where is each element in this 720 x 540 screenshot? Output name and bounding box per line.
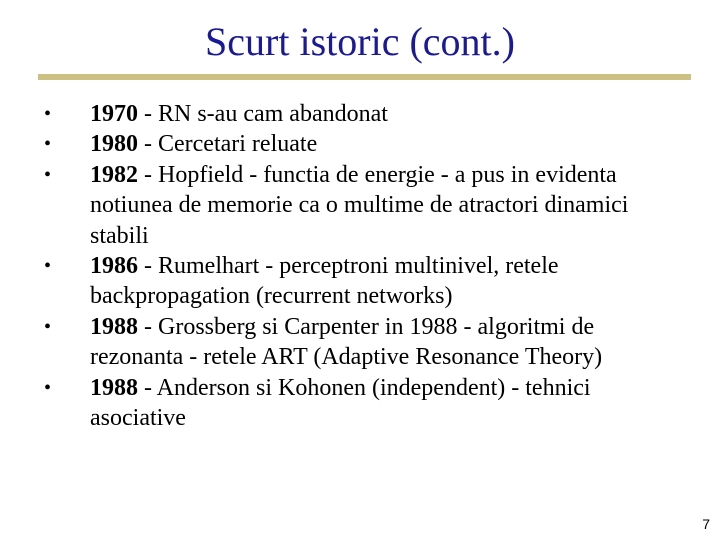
bullet-marker: • — [44, 255, 52, 278]
bullet-marker: • — [44, 315, 52, 338]
list-item — [0, 251, 720, 312]
item-text: - RN s-au cam abandonat — [138, 101, 388, 127]
item-text: - Hopfield - functia de energie - a pus in evidenta notiunea de memorie ca o multime de atractori dinamici stabili — [90, 161, 629, 249]
list-item — [0, 373, 720, 434]
item-year: 1986 — [90, 253, 138, 280]
title-divider — [38, 74, 691, 80]
bullet-list — [0, 99, 720, 433]
page-number: 7 — [702, 516, 710, 532]
bullet-marker: • — [44, 376, 52, 399]
item-year: 1970 — [90, 101, 138, 127]
item-year: 1988 — [90, 374, 138, 401]
bullet-marker: • — [44, 163, 52, 186]
list-item — [0, 129, 720, 159]
item-text: - Anderson si Kohonen (independent) - tehnici asociative — [90, 374, 591, 432]
list-item — [0, 160, 720, 251]
item-text: - Grossberg si Carpenter in 1988 - algoritmi de rezonanta - retele ART (Adaptive Resonance Theory) — [90, 313, 603, 371]
item-year: 1980 — [90, 131, 138, 158]
item-text: - Cercetari reluate — [138, 131, 318, 158]
list-item — [0, 99, 720, 129]
item-year: 1988 — [90, 313, 138, 340]
item-text: - Rumelhart - perceptroni multinivel, retele backpropagation (recurrent networks) — [90, 253, 559, 310]
list-item — [0, 312, 720, 373]
item-year: 1982 — [90, 161, 138, 188]
bullet-marker: • — [44, 103, 52, 125]
slide-title: Scurt istoric (cont.) — [205, 19, 515, 64]
bullet-marker: • — [44, 133, 52, 156]
